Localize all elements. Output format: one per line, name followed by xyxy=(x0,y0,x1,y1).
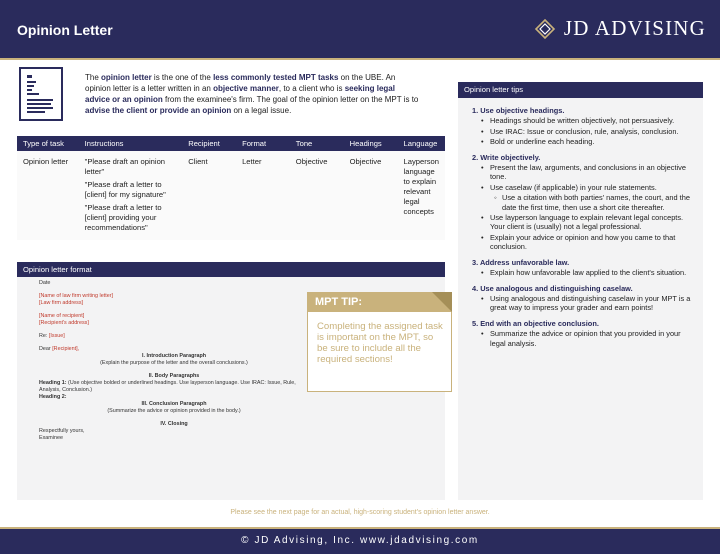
table-cell-instructions: "Please draft an opinion letter" "Please draft a letter to [client] for my signature" "Please draft a letter to [client] providing your recommendations" xyxy=(79,151,183,240)
tips-panel xyxy=(458,82,703,500)
mpt-tip-label: MPT TIP: xyxy=(315,296,363,308)
format-panel-title: Opinion letter format xyxy=(17,262,445,277)
tip-bullet: • Explain your advice or opinion and how you came to that conclusion. xyxy=(472,233,693,252)
brand xyxy=(534,16,706,41)
tip-bullet: • Use IRAC: Issue or conclusion, rule, analysis, conclusion. xyxy=(472,127,693,136)
table-cell: Client xyxy=(182,151,236,240)
tip-bullet: • Use layperson language to explain relevant legal concepts. Your client is (usually) not a legal professional. xyxy=(472,213,693,232)
table-cell: Objective xyxy=(290,151,344,240)
tip-bullet: • Explain how unfavorable law applied to the client's situation. xyxy=(472,268,693,277)
page-title: Opinion Letter xyxy=(17,22,113,38)
letter-template: Date [Name of law firm writing letter] [Law firm address] [Name of recipient] [Recipient's address] Re: [Issue] Dear [Recipient], I. Introduction Paragraph (Explain the purpose of the letter and the overall conclusions.) II. Body Paragraphs Heading 1: (Use objective bolded or underlined headings. Use layperson language. Use IRAC: Issue, Rule, Analysis, Conclusion.) Heading 2: III. Conclusion Paragraph (Summarize the advice or opinion provided in the body.) IV. Closing Respectfully yours, Examinee xyxy=(39,280,296,441)
table-cell: Opinion letter xyxy=(17,151,79,240)
table-cell: Letter xyxy=(236,151,290,240)
tip-bullet: • Bold or underline each heading. xyxy=(472,137,693,146)
page-footer xyxy=(0,527,720,554)
table-header: Format xyxy=(236,136,290,151)
table-header: Language xyxy=(398,136,445,151)
table-header: Headings xyxy=(344,136,398,151)
tip-bullet: • Summarize the advice or opinion that you provided in your legal analysis. xyxy=(472,329,693,348)
mpt-tip-banner xyxy=(307,292,452,312)
tips-panel-title: Opinion letter tips xyxy=(458,82,703,98)
table-cell: Layperson language to explain relevant legal concepts xyxy=(398,151,445,240)
footer-text: © JD Advising, Inc. www.jdadvising.com xyxy=(241,535,479,546)
table-header: Instructions xyxy=(79,136,183,151)
mpt-tip-text: Completing the assigned task is important on the MPT, so be sure to include all the required sections! xyxy=(317,321,443,365)
brand-logo-icon xyxy=(534,18,556,40)
header-divider xyxy=(0,58,720,60)
document-icon xyxy=(19,67,63,121)
tip-title: 1. Use objective headings. xyxy=(472,106,565,115)
brand-name: JD ADVISING xyxy=(563,16,706,40)
footnote: Please see the next page for an actual, high-scoring student's opinion letter answer. xyxy=(230,509,490,516)
table-header: Tone xyxy=(290,136,344,151)
tip-sub-bullet: ◦ Use a citation with both parties' names, the court, and the date the first time, then use a short cite thereafter. xyxy=(472,193,693,212)
intro-text: The opinion letter is the one of the less commonly tested MPT tasks on the UBE. An opinion letter is a letter written in an objective manner, to a client who is seeking legal advice or an opinion from the examinee's firm. The goal of the opinion letter on the MPT is to advise the client or provide an opinion on a legal issue. xyxy=(85,73,419,115)
table-header: Type of task xyxy=(17,136,79,151)
table-cell: Objective xyxy=(344,151,398,240)
tip-title: 3. Address unfavorable law. xyxy=(472,257,570,267)
tip-bullet: • Using analogous and distinguishing caselaw in your MPT is a great way to impress your grader and earn points! xyxy=(472,294,693,313)
mpt-tip-box xyxy=(307,292,452,392)
tip-bullet: • Headings should be written objectively, not persuasively. xyxy=(472,116,693,125)
tips-list xyxy=(458,98,703,348)
task-table xyxy=(17,136,445,240)
tip-title: 2. Write objectively. xyxy=(472,152,541,162)
table-row xyxy=(17,151,445,240)
tip-title: 5. End with an objective conclusion. xyxy=(472,318,599,328)
page-header xyxy=(0,0,720,58)
tip-title: 4. Use analogous and distinguishing caselaw. xyxy=(472,283,633,293)
table-header-row xyxy=(17,136,445,151)
tip-bullet: • Use caselaw (if applicable) in your rule statements. xyxy=(472,183,693,192)
tip-bullet: • Present the law, arguments, and conclusions in an objective tone. xyxy=(472,163,693,182)
table-header: Recipient xyxy=(182,136,236,151)
